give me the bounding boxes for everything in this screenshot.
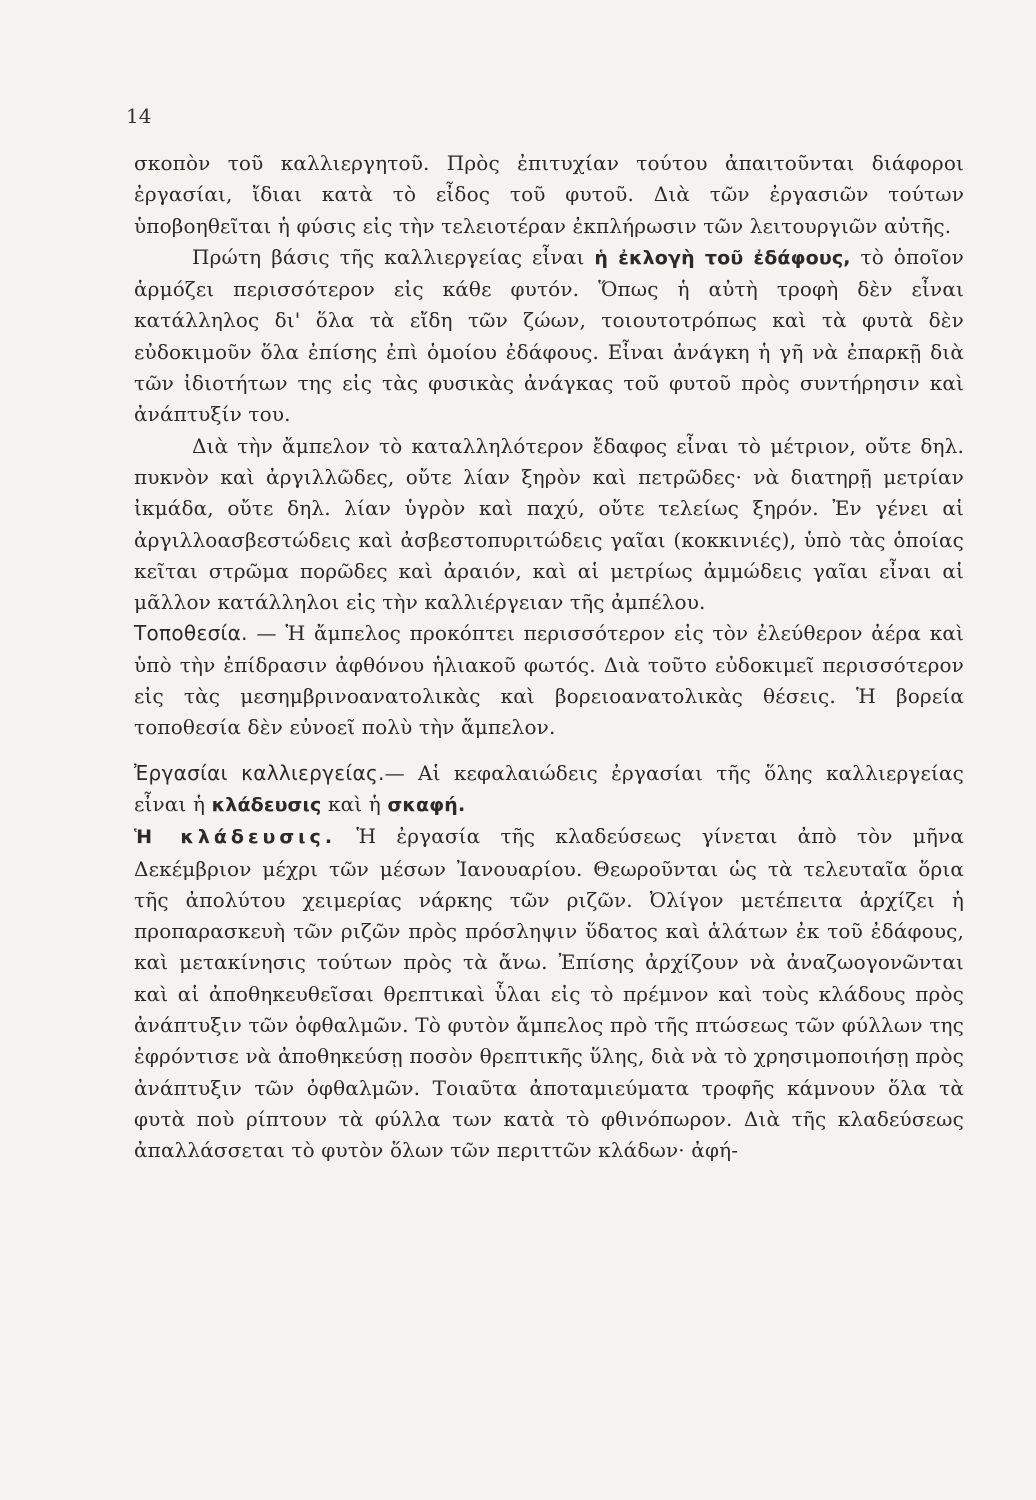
soil-text-b: τὸ ὁποῖον ἁρμόζει περισσότερον εἰς κάθε φυτόν. Ὅπως ἡ αὐτὴ τροφὴ δὲν εἶναι κατάλληλος δι' ὅλα τὰ εἴδη τῶν ζώων, τοιουτοτρόπως καὶ τὰ φυτὰ δὲν εὐδοκιμοῦν ὅλα ἐπίσης ἐπὶ ὁμοίου ἐδάφους. Εἶναι ἀνάγκη ἡ γῆ νὰ ἐπαρκῇ διὰ τῶν ἰδιοτήτων της εἰς τὰς φυσικὰς ἀνάγκας τοῦ φυτοῦ πρὸς συντήρησιν καὶ ἀνάπτυξίν του. (134, 244, 964, 427)
cultivation-bold-pruning: κλάδευσις (211, 793, 322, 816)
soil-bold-term: ἡ ἐκλογὴ τοῦ ἐδάφους, (594, 246, 851, 269)
cultivation-text-a: — Αἱ κεφαλαιώδεις ἐργασίαι τῆς ὅλης καλλιεργείας εἶναι ἡ (134, 760, 964, 816)
page-number: 14 (126, 104, 152, 128)
paragraph-1: σκοπὸν τοῦ καλλιεργητοῦ. Πρὸς ἐπιτυχίαν τούτου ἀπαιτοῦνται διάφοροι ἐργασίαι, ἴδιαι κατὰ τὸ εἶδος τοῦ φυτοῦ. Διὰ τῶν ἐργασιῶν τούτων ὑποβοηθεῖται ἡ φύσις εἰς τὴν τελειοτέραν ἐκπλήρωσιν τῶν λειτουργιῶν αὐτῆς. (134, 151, 964, 238)
pruning-heading: Ἡ κλάδευσις. (134, 826, 337, 849)
paragraph-vine-soil: Διὰ τὴν ἄμπελον τὸ καταλληλότερον ἔδαφος εἶναι τὸ μέτριον, οὔτε δηλ. πυκνὸν καὶ ἀργιλλῶδες, οὔτε λίαν ξηρὸν καὶ πετρῶδες· νὰ διατηρῇ μετρίαν ἰκμάδα, οὔτε δηλ. λίαν ὑγρὸν καὶ παχύ, οὔτε τελείως ξηρόν. Ἐν γένει αἱ ἀργιλλοασβεστώδεις καὶ ἀσβεστοπυριτώδεις γαῖαι (κοκκινιές), ὑπὸ τὰς ὁποίας κεῖται στρῶμα πορῶδες καὶ ἀραιόν, καὶ αἱ μετρίως ἀμμώδεις γαῖαι εἶναι αἱ μᾶλλον κατάλληλοι εἰς τὴν καλλιέργειαν τῆς ἀμπέλου. (134, 433, 964, 615)
pruning-text: Ἡ ἐργασία τῆς κλαδεύσεως γίνεται ἀπὸ τὸν μῆνα Δεκέμβριον μέχρι τῶν μέσων Ἰανουαρίου. Θεωροῦνται ὡς τὰ τελευταῖα ὅρια τῆς ἀπολύτου χειμερίας νάρκης τῶν ριζῶν. Ὀλίγον μετέπειτα ἀρχίζει ἡ προπαρασκευὴ τῶν ριζῶν πρὸς πρόσληψιν ὕδατος καὶ ἁλάτων ἐκ τοῦ ἐδάφους, καὶ μετακίνησις τούτων πρὸς τὰ ἄνω. Ἐπίσης ἀρχίζουν νὰ ἀναζωογονῶνται καὶ αἱ ἀποθηκευθεῖσαι θρεπτικαὶ ὗλαι εἰς τὸ πρέμνον καὶ τοὺς κλάδους πρὸς ἀνάπτυξιν τῶν ὀφθαλμῶν. Τὸ φυτὸν ἄμπελος πρὸ τῆς πτώσεως τῶν φύλλων της ἐφρόντισε νὰ ἀποθηκεύσῃ ποσὸν θρεπτικῆς ὕλης, διὰ νὰ τὸ χρησιμοποιήσῃ πρὸς ἀνάπτυξιν τῶν ὀφθαλμῶν. Τοιαῦτα ἀποταμιεύματα τροφῆς κάμνουν ὅλα τὰ φυτὰ ποὺ ρίπτουν τὰ φύλλα των κατὰ τὸ φθινόπωρον. Διὰ τῆς κλαδεύσεως ἀπαλλάσσεται τὸ φυτὸν ὅλων τῶν περιττῶν κλάδων· ἀφή- (134, 824, 964, 1163)
paragraph-soil (134, 242, 964, 431)
cultivation-bold-digging: σκαφή. (387, 793, 466, 816)
soil-text-a: Πρώτη βάσις τῆς καλλιεργείας εἶναι (192, 244, 585, 269)
paragraph-pruning (134, 821, 964, 1166)
paragraph-cultivation (134, 758, 964, 822)
cultivation-text-mid: καὶ ἡ (328, 791, 381, 816)
body-text (134, 148, 964, 1167)
location-text: — Ἡ ἄμπελος προκόπτει περισσότερον εἰς τὸν ἐλεύθερον ἀέρα καὶ ὑπὸ τὴν ἐπίδρασιν ἀφθόνου ἡλιακοῦ φωτός. Διὰ τοῦτο εὐδοκιμεῖ περισσότερον εἰς τὰς μεσημβρινοανατολικὰς καὶ βορειοανατολικὰς θέσεις. Ἡ βορεία τοποθεσία δὲν εὐνοεῖ πολὺ τὴν ἄμπελον. (134, 621, 964, 740)
paragraph-location (134, 618, 964, 743)
location-heading: Τοποθεσία. (134, 621, 248, 646)
cultivation-heading: Ἐργασίαι καλλιεργείας. (134, 760, 385, 785)
